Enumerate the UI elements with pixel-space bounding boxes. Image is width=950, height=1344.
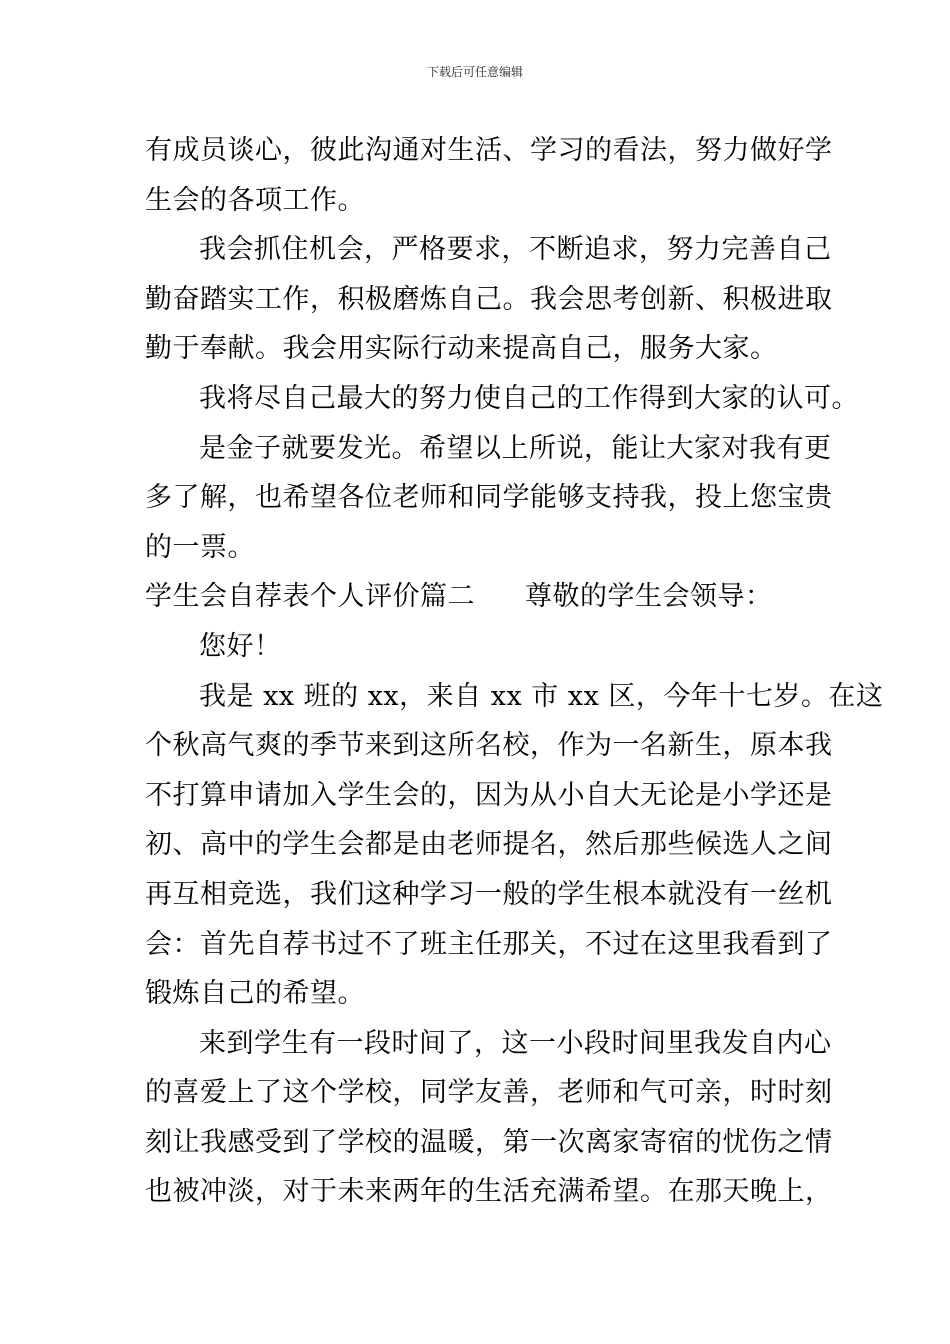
document-body	[145, 126, 884, 1217]
text-line: 我会抓住机会，严格要求，不断追求，努力完善自己	[199, 234, 832, 266]
text-line: 有成员谈心，彼此沟通对生活、学习的看法，努力做好学	[145, 135, 833, 166]
text-line: 是金子就要发光。希望以上所说，能让大家对我有更	[199, 432, 832, 464]
text-line: 来到学生有一段时间了，这一小段时间里我发自内心	[199, 1027, 832, 1059]
text-line: 我将尽自己最大的努力使自己的工作得到大家的认可。	[199, 382, 859, 414]
text-line: 的喜爱上了这个学校，同学友善，老师和气可亲，时时刻	[145, 1077, 833, 1109]
text-line: 会：首先自荐书过不了班主任那关，不过在这里我看到了	[145, 928, 833, 960]
text-line: 再互相竞选，我们这种学习一般的学生根本就没有一丝机	[145, 878, 833, 910]
section-title: 学生会自荐表个人评价篇二	[145, 581, 475, 613]
page-header: 下载后可任意编辑	[426, 65, 523, 79]
text-line: 不打算申请加入学生会的，因为从小自大无论是小学还是	[145, 779, 833, 811]
text-line: 勤奋踏实工作，积极磨炼自己。我会思考创新、积极进取	[145, 283, 833, 315]
text-line: 我是 xx 班的 xx，来自 xx 市 xx 区，今年十七岁。在这	[199, 680, 884, 712]
text-line: 个秋高气爽的季节来到这所名校，作为一名新生，原本我	[145, 730, 833, 762]
text-line: 锻炼自己的希望。	[145, 978, 365, 1010]
salutation: 尊敬的学生会领导：	[525, 581, 773, 613]
text-line: 勤于奉献。我会用实际行动来提高自己，服务大家。	[145, 333, 778, 365]
text-line: 也被冲淡，对于未来两年的生活充满希望。在那天晚上，	[145, 1176, 833, 1208]
text-line: 初、高中的学生会都是由老师提名，然后那些候选人之间	[145, 829, 833, 861]
section-heading-line	[145, 572, 807, 622]
text-line: 的一票。	[145, 531, 255, 563]
text-line: 您好！	[199, 630, 282, 662]
text-line: 刻让我感受到了学校的温暖，第一次离家寄宿的忧伤之情	[145, 1126, 833, 1158]
text-line: 多了解，也希望各位老师和同学能够支持我，投上您宝贵	[145, 482, 833, 514]
text-line: 生会的各项工作。	[145, 184, 365, 216]
